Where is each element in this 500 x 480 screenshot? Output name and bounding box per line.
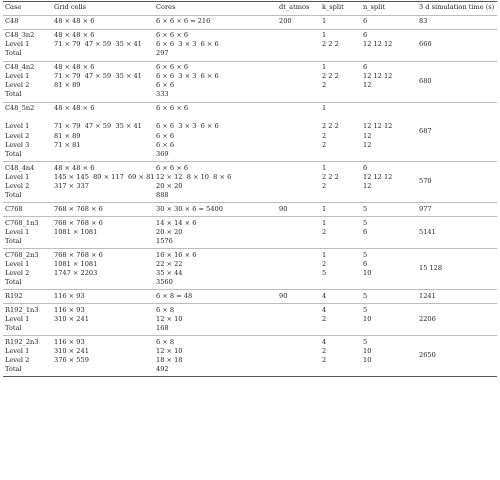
cell-dt: 90 <box>279 291 288 300</box>
cell-nsplit: 6 <box>363 163 368 172</box>
cell-grid: 116 × 93 <box>54 337 85 346</box>
cell-cores: 6 × 8 = 48 <box>156 291 193 300</box>
cell-dt: 200 <box>279 17 292 26</box>
cell-nsplit: 5 <box>363 337 368 346</box>
cell-cores: 35 × 44 <box>156 268 183 277</box>
cell-ksplit: 4 <box>322 305 327 314</box>
cell-cores: 6 × 8 <box>156 305 175 314</box>
cell-ksplit: 1 <box>322 204 327 213</box>
cell-case: C48_4n2 <box>5 62 35 71</box>
cell-ksplit: 1 <box>322 17 327 26</box>
cell-nsplit: 12 12 12 <box>363 72 393 80</box>
cell-cores: 6 × 6 <box>156 81 175 90</box>
cell-case: R192 <box>5 291 23 300</box>
cell-case: Level 1 <box>5 346 30 355</box>
cell-grid: 81 × 89 <box>54 131 81 140</box>
cell-time: 5141 <box>419 227 436 236</box>
row-divider <box>3 376 497 377</box>
header-cores: Cores <box>156 3 176 12</box>
cell-case: Level 2 <box>5 181 30 190</box>
cell-cores: 6 × 6 3 × 3 6 × 6 <box>156 39 219 48</box>
cell-cores: 22 × 22 <box>156 259 183 268</box>
cell-ksplit: 1 <box>322 62 327 71</box>
cell-grid: 1081 × 1081 <box>54 227 98 236</box>
cell-grid: 48 × 48 × 6 <box>54 17 95 26</box>
cell-grid: 48 × 48 × 6 <box>54 104 95 113</box>
cell-time: 687 <box>419 126 432 135</box>
cell-cores: 30 × 30 × 6 = 5400 <box>156 204 223 213</box>
cell-case: Level 1 <box>5 314 30 323</box>
row-divider <box>3 15 497 16</box>
cell-ksplit: 1 <box>322 104 327 113</box>
cell-cores: 6 × 8 <box>156 337 175 346</box>
cell-nsplit: 12 <box>363 181 372 190</box>
row-divider <box>3 248 497 249</box>
row-divider <box>3 216 497 217</box>
cell-case: Total <box>5 278 22 286</box>
cell-ksplit: 2 <box>322 314 327 323</box>
cell-cores: 369 <box>156 149 169 158</box>
cell-cores: 18 × 18 <box>156 355 183 364</box>
cell-cores: 6 × 6 × 6 <box>156 104 189 113</box>
cell-nsplit: 6 <box>363 17 368 26</box>
cell-ksplit: 1 <box>322 163 327 172</box>
cell-time: 977 <box>419 204 432 213</box>
cell-case: C48 <box>5 17 19 26</box>
cell-nsplit: 12 12 12 <box>363 122 393 131</box>
cell-grid: 71 × 81 <box>54 140 81 149</box>
cell-grid: 116 × 93 <box>54 291 85 300</box>
cell-ksplit: 2 <box>322 227 327 236</box>
cell-case: Level 1 <box>5 72 30 80</box>
row-divider <box>3 1 497 2</box>
cell-grid: 310 × 241 <box>54 346 89 355</box>
cell-case: Level 2 <box>5 131 30 140</box>
cell-grid: 1081 × 1081 <box>54 259 98 268</box>
cell-grid: 1747 × 2203 <box>54 268 98 277</box>
cell-nsplit: 10 <box>363 346 372 355</box>
cell-cores: 12 × 12 8 × 10 8 × 6 <box>156 172 232 181</box>
cell-cores: 888 <box>156 191 169 199</box>
cell-grid: 145 × 145 89 × 117 69 × 81 <box>54 172 155 181</box>
header-grid: Grid cells <box>54 3 87 12</box>
cell-case: C48_5n2 <box>5 104 35 113</box>
cell-case: R192_1n3 <box>5 305 39 314</box>
cell-cores: 12 × 10 <box>156 314 183 323</box>
cell-ksplit: 1 <box>322 250 327 259</box>
cell-ksplit: 4 <box>322 337 327 346</box>
cell-grid: 48 × 48 × 6 <box>54 163 95 172</box>
row-divider <box>3 289 497 290</box>
cell-grid: 376 × 559 <box>54 355 89 364</box>
row-divider <box>3 102 497 103</box>
cell-ksplit: 2 <box>322 181 327 190</box>
cell-nsplit: 5 <box>363 204 368 213</box>
cell-grid: 116 × 93 <box>54 305 85 314</box>
cell-time: 570 <box>419 177 432 186</box>
cell-ksplit: 2 <box>322 140 327 149</box>
cell-ksplit: 5 <box>322 268 327 277</box>
cell-cores: 6 × 6 <box>156 131 175 140</box>
cell-case: Total <box>5 323 22 332</box>
header-dt: dt_atmos <box>279 3 310 12</box>
cell-nsplit: 12 12 12 <box>363 172 393 181</box>
cell-case: Level 1 <box>5 227 30 236</box>
cell-grid: 310 × 241 <box>54 314 89 323</box>
cell-nsplit: 12 12 12 <box>363 39 393 48</box>
cell-case: Level 2 <box>5 355 30 364</box>
cell-time: 1241 <box>419 291 436 300</box>
cell-cores: 14 × 14 × 6 <box>156 218 197 227</box>
cell-case: C48_3n2 <box>5 30 35 39</box>
cell-ksplit: 2 2 2 <box>322 172 339 181</box>
cell-nsplit: 10 <box>363 355 372 364</box>
cell-nsplit: 5 <box>363 305 368 314</box>
cell-case: Total <box>5 149 22 158</box>
cell-cores: 1576 <box>156 236 173 245</box>
cell-ksplit: 1 <box>322 30 327 39</box>
cell-case: Total <box>5 49 22 58</box>
cell-time: 666 <box>419 39 432 48</box>
cell-cores: 6 × 6 × 6 = 216 <box>156 17 211 26</box>
cell-case: R192_2n3 <box>5 337 39 346</box>
cell-case: C768_1n3 <box>5 218 39 227</box>
cell-nsplit: 5 <box>363 218 368 227</box>
cell-cores: 16 × 16 × 6 <box>156 250 197 259</box>
row-divider <box>3 202 497 203</box>
cell-nsplit: 6 <box>363 227 368 236</box>
cell-case: Level 3 <box>5 140 30 149</box>
cell-cores: 6 × 6 <box>156 140 175 149</box>
cell-ksplit: 2 <box>322 355 327 364</box>
cell-cores: 297 <box>156 49 169 58</box>
cell-ksplit: 2 2 2 <box>322 122 339 131</box>
header-nsplit: n_split <box>363 3 386 12</box>
cell-nsplit: 12 <box>363 131 372 140</box>
cell-nsplit: 6 <box>363 259 368 268</box>
cell-case: C48_4n4 <box>5 163 35 172</box>
cell-case: Level 1 <box>5 172 30 181</box>
cell-cores: 20 × 20 <box>156 227 183 236</box>
cell-nsplit: 10 <box>363 314 372 323</box>
cell-case: Level 1 <box>5 39 30 48</box>
row-divider <box>3 161 497 162</box>
cell-cores: 492 <box>156 365 169 373</box>
header-case: Case <box>5 3 22 12</box>
cell-dt: 90 <box>279 204 288 213</box>
cell-grid: 71 × 79 47 × 59 35 × 41 <box>54 122 142 131</box>
row-divider <box>3 61 497 62</box>
row-divider <box>3 29 497 30</box>
cell-grid: 768 × 768 × 6 <box>54 218 103 227</box>
cell-grid: 81 × 89 <box>54 81 81 90</box>
cell-ksplit: 2 <box>322 259 327 268</box>
cell-case: Total <box>5 236 22 245</box>
cell-ksplit: 2 <box>322 81 327 90</box>
cell-nsplit: 6 <box>363 30 368 39</box>
cell-nsplit: 12 <box>363 140 372 149</box>
cell-nsplit: 10 <box>363 268 372 277</box>
cell-case: Total <box>5 365 22 373</box>
cell-ksplit: 2 2 2 <box>322 39 339 48</box>
cell-cores: 6 × 6 × 6 <box>156 30 189 39</box>
cell-nsplit: 12 <box>363 81 372 90</box>
header-ksplit: k_split <box>322 3 344 12</box>
cell-case: Level 1 <box>5 259 30 268</box>
header-time: 3 d simulation time (s) <box>419 3 495 12</box>
cell-ksplit: 2 2 2 <box>322 72 339 80</box>
cell-ksplit: 4 <box>322 291 327 300</box>
cell-time: 15 128 <box>419 264 443 273</box>
cell-ksplit: 2 <box>322 346 327 355</box>
cell-time: 2650 <box>419 351 436 360</box>
cell-case: Total <box>5 90 22 99</box>
cell-case: Level 1 <box>5 122 30 131</box>
cell-grid: 48 × 48 × 6 <box>54 62 95 71</box>
cell-grid: 768 × 768 × 6 <box>54 250 103 259</box>
cell-grid: 768 × 768 × 6 <box>54 204 103 213</box>
cell-cores: 6 × 6 × 6 <box>156 62 189 71</box>
cell-case: C768_2n3 <box>5 250 39 259</box>
row-divider <box>3 335 497 336</box>
cell-cores: 168 <box>156 323 169 332</box>
cell-grid: 48 × 48 × 6 <box>54 30 95 39</box>
cell-case: C768 <box>5 204 23 213</box>
cell-cores: 6 × 6 3 × 3 6 × 6 <box>156 122 219 131</box>
cell-ksplit: 1 <box>322 218 327 227</box>
cell-nsplit: 6 <box>363 62 368 71</box>
cell-ksplit: 2 <box>322 131 327 140</box>
cell-cores: 20 × 20 <box>156 181 183 190</box>
cell-cores: 6 × 6 × 6 <box>156 163 189 172</box>
cell-cores: 3560 <box>156 278 173 286</box>
cell-grid: 71 × 79 47 × 59 35 × 41 <box>54 72 142 80</box>
cell-nsplit: 5 <box>363 250 368 259</box>
cell-case: Level 2 <box>5 268 30 277</box>
cell-cores: 6 × 6 3 × 3 6 × 6 <box>156 72 219 80</box>
cell-cores: 333 <box>156 90 169 99</box>
cell-case: Level 2 <box>5 81 30 90</box>
cell-time: 83 <box>419 17 428 26</box>
cell-grid: 71 × 79 47 × 59 35 × 41 <box>54 39 142 48</box>
cell-time: 680 <box>419 76 432 85</box>
cell-grid: 317 × 337 <box>54 181 89 190</box>
cell-case: Total <box>5 191 22 199</box>
row-divider <box>3 303 497 304</box>
cell-cores: 12 × 10 <box>156 346 183 355</box>
cell-nsplit: 5 <box>363 291 368 300</box>
cell-time: 2206 <box>419 314 436 323</box>
